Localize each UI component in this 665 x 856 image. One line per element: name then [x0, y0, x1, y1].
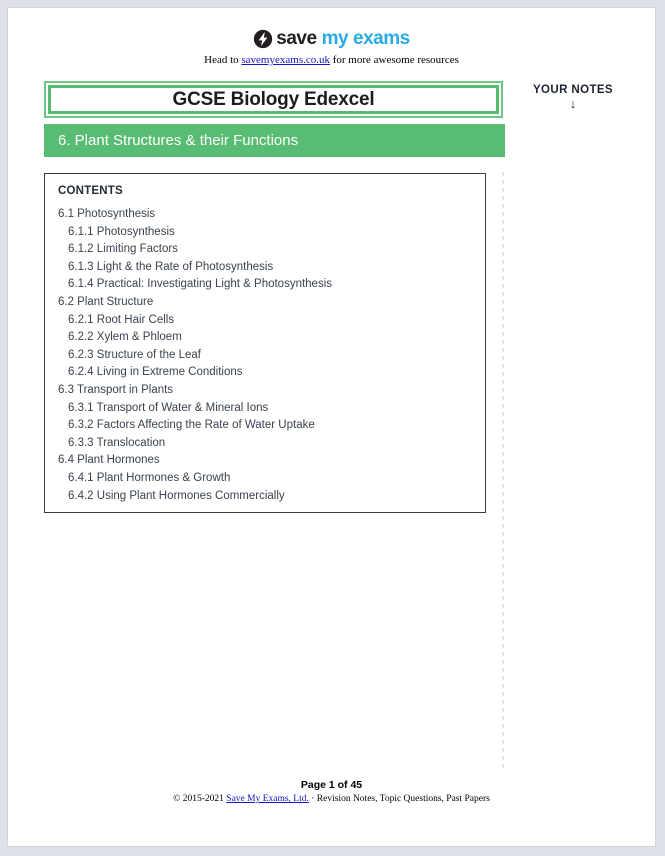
- toc-item: 6.3.2 Factors Affecting the Rate of Water Uptake: [68, 419, 315, 432]
- save-my-exams-logo: [8, 28, 655, 50]
- toc-item: 6.4.2 Using Plant Hormones Commercially: [68, 489, 285, 502]
- header-tagline: [8, 54, 655, 66]
- toc-item: 6.2.2 Xylem & Phloem: [68, 331, 182, 344]
- toc-item: 6.4 Plant Hormones: [58, 454, 160, 467]
- save-my-exams-ltd-link[interactable]: Save My Exams, Ltd.: [226, 794, 309, 804]
- toc-item: 6.4.1 Plant Hormones & Growth: [68, 471, 231, 484]
- page-number: Page 1 of 45: [300, 779, 363, 791]
- toc-item: 6.3.1 Transport of Water & Mineral Ions: [68, 401, 269, 414]
- toc-item: 6.1.1 Photosynthesis: [68, 225, 175, 238]
- contents-box: [44, 173, 486, 513]
- tagline-prefix: Head to: [204, 54, 242, 66]
- toc-item: 6.3 Transport in Plants: [58, 383, 174, 396]
- tagline-suffix: for more awesome resources: [329, 54, 459, 66]
- course-title-box: [44, 81, 503, 118]
- toc-item: 6.2.4 Living in Extreme Conditions: [68, 366, 243, 379]
- your-notes-label: YOUR NOTES: [532, 84, 614, 96]
- contents-heading: CONTENTS: [58, 185, 123, 197]
- toc-item: 6.1.3 Light & the Rate of Photosynthesis: [68, 260, 274, 273]
- down-arrow-icon: ↓: [569, 96, 577, 111]
- toc-item: 6.3.3 Translocation: [68, 436, 166, 449]
- pdf-page: [8, 8, 655, 846]
- logo-word-exams: exams: [353, 28, 410, 49]
- toc-item: 6.2.1 Root Hair Cells: [68, 313, 175, 326]
- course-title: GCSE Biology Edexcel: [172, 88, 375, 110]
- toc-item: 6.1.2 Limiting Factors: [68, 243, 178, 256]
- toc-item: 6.2.3 Structure of the Leaf: [68, 348, 201, 361]
- savemyexams-link[interactable]: savemyexams.co.uk: [241, 54, 330, 66]
- course-title-inner-border: [48, 85, 499, 114]
- notes-column-separator: [502, 172, 504, 772]
- toc-item: 6.2 Plant Structure: [58, 295, 154, 308]
- toc-item: 6.1 Photosynthesis: [58, 208, 156, 220]
- logo-word-save: save: [276, 28, 317, 49]
- topic-banner-label: 6. Plant Structures & their Functions: [58, 132, 299, 149]
- footer-copyright: [8, 794, 655, 804]
- logo-word-my: my: [321, 28, 349, 49]
- copyright-prefix: © 2015-2021: [173, 794, 227, 804]
- your-notes-header: [528, 84, 618, 111]
- topic-banner: [44, 124, 505, 157]
- lightning-bolt-icon: [253, 29, 273, 49]
- copyright-suffix: · Revision Notes, Topic Questions, Past Papers: [308, 794, 490, 804]
- toc-item: 6.1.4 Practical: Investigating Light & Photosynthesis: [68, 278, 333, 291]
